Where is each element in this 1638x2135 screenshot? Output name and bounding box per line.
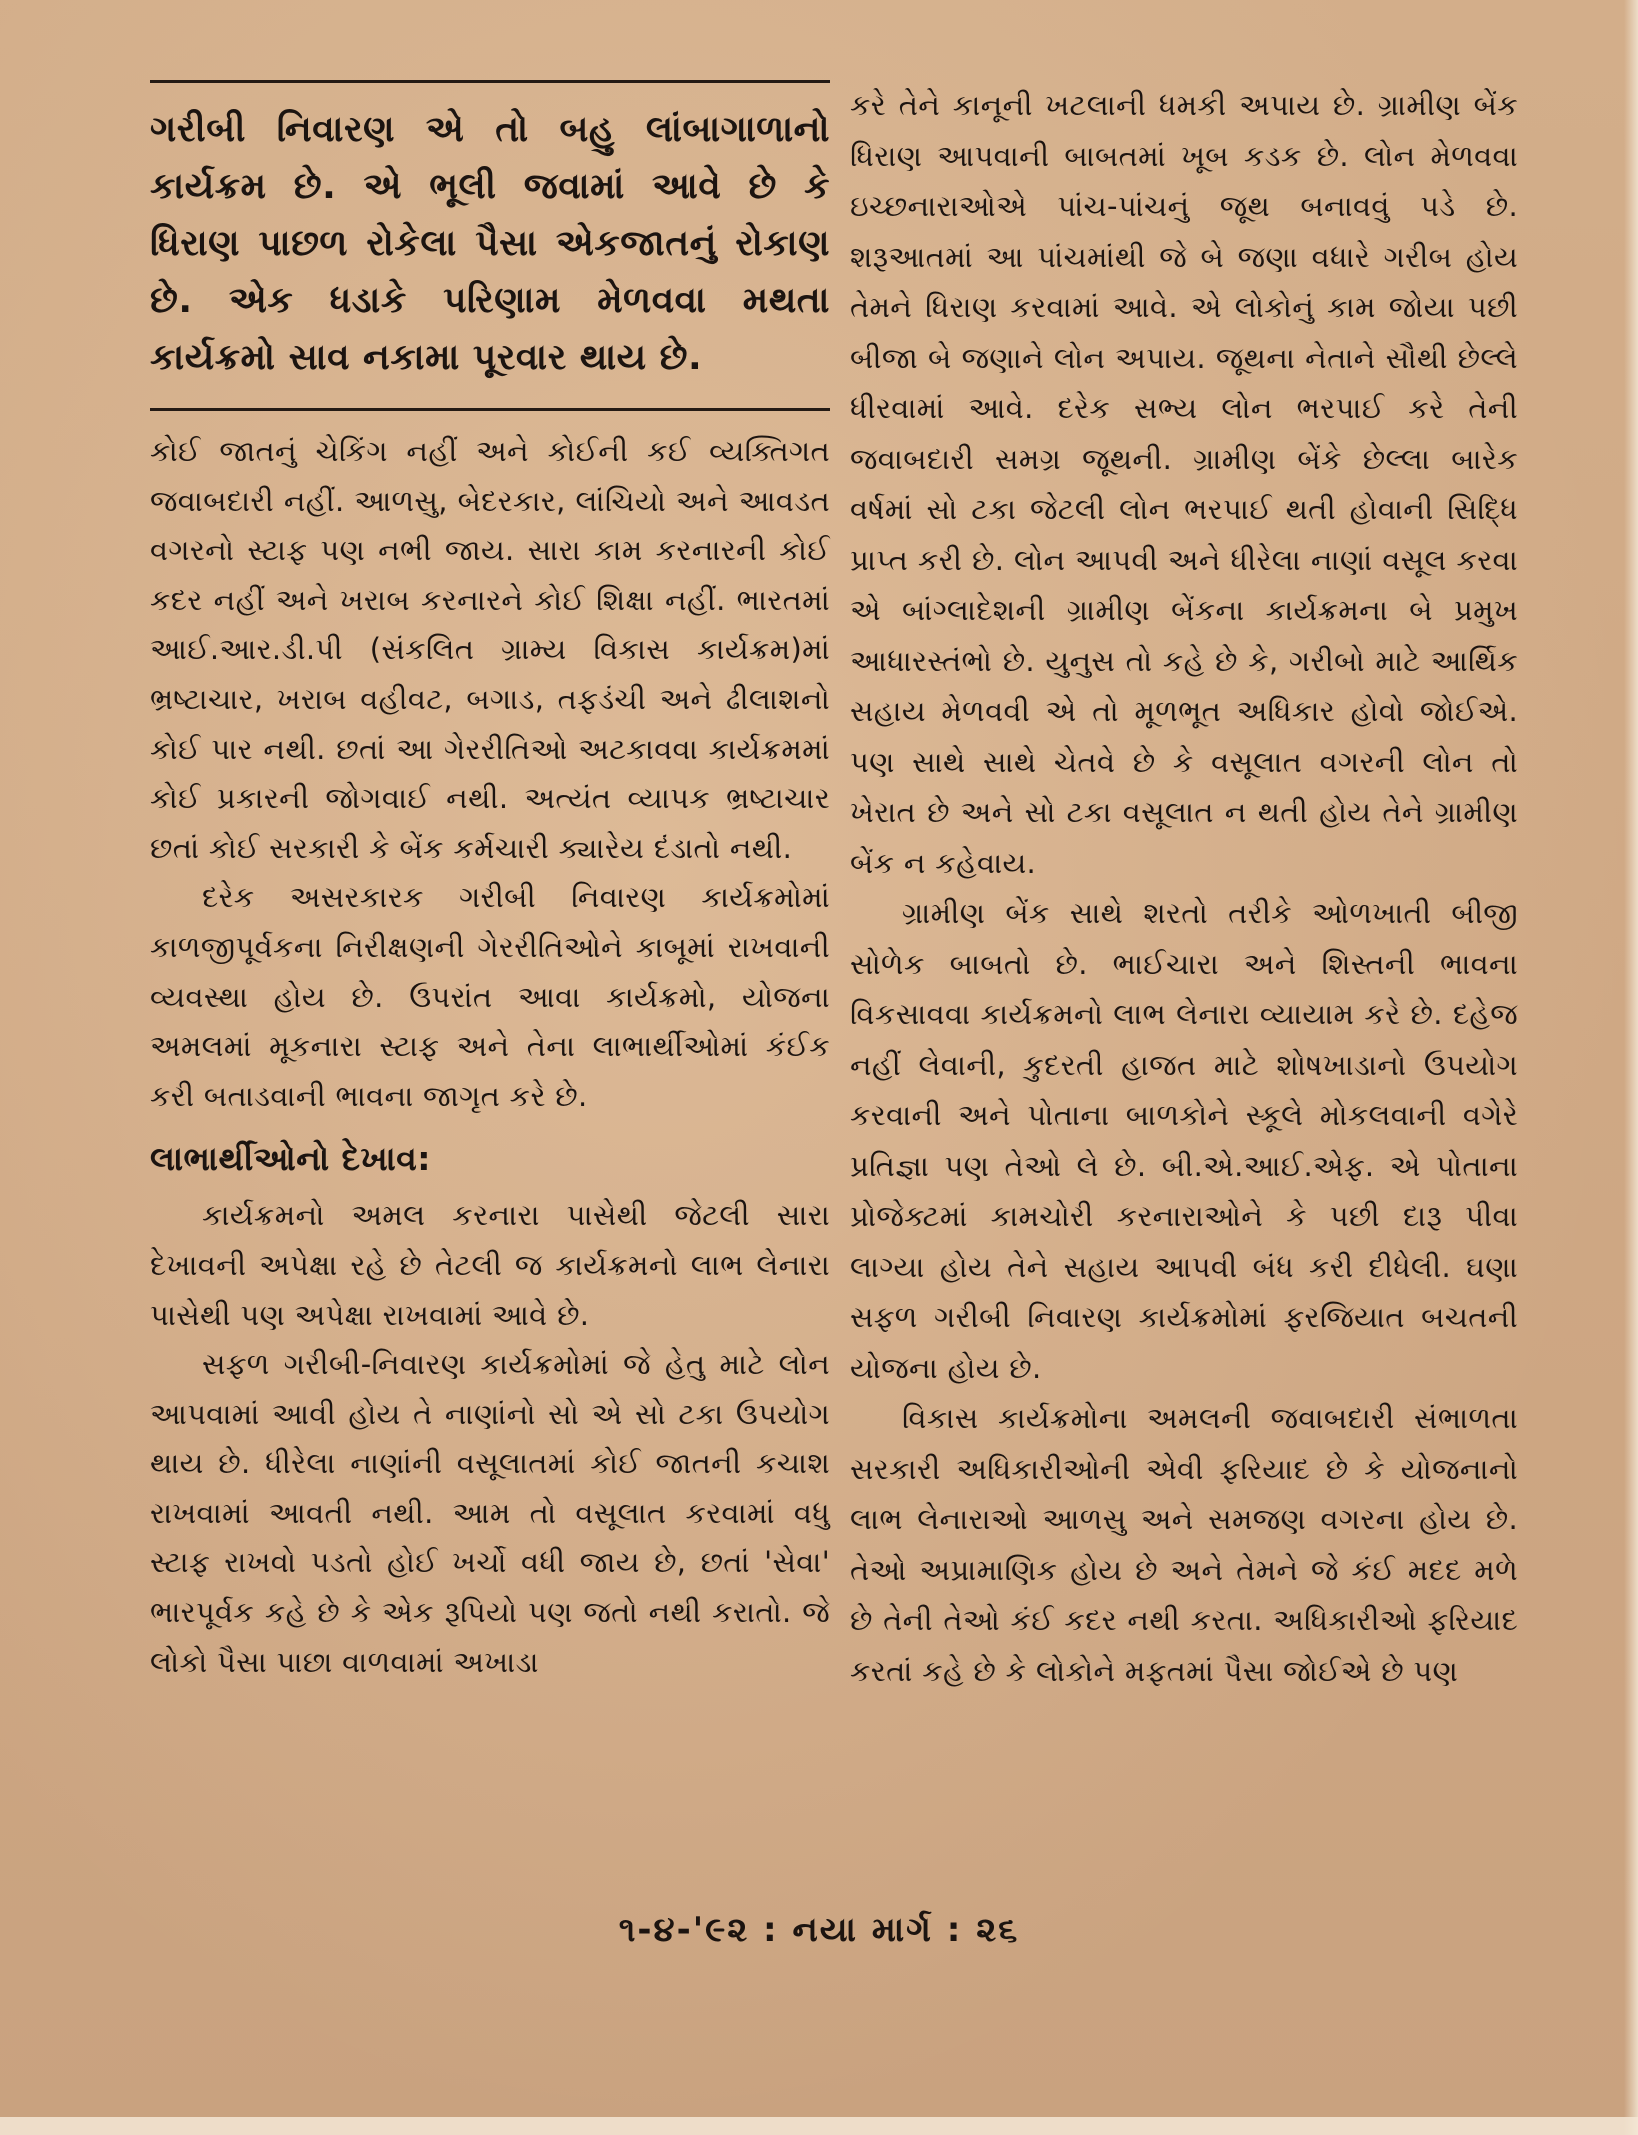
pull-quote: ગરીબી નિવારણ એ તો બહુ લાંબાગાળાનો કાર્યક્રમ છે. એ ભૂલી જવામાં આવે છે કે ધિરાણ પાછળ રોકેલા પૈસા એકજાતનું રોકાણ છે. એક ધડાકે પરિણામ મેળવવા મથતા કાર્યક્રમો સાવ નકામા પૂરવાર થાય છે. xyxy=(150,109,830,378)
paragraph-2: દરેક અસરકારક ગરીબી નિવારણ કાર્યક્રમોમાં કાળજીપૂર્વકના નિરીક્ષણની ગેરરીતિઓને કાબૂમાં રાખવાની વ્યવસ્થા હોય છે. ઉપરાંત આવા કાર્યક્રમો, યોજના અમલમાં મૂકનારા સ્ટાફ અને તેના લાભાર્થીઓમાં કંઈક કરી બતાડવાની ભાવના જાગૃત કરે છે. xyxy=(150,880,830,1113)
paragraph-1: કોઈ જાતનું ચેકિંગ નહીં અને કોઈની કઈ વ્યક્તિગત જવાબદારી નહીં. આળસુ, બેદરકાર, લાંચિયો અને આવડત વગરનો સ્ટાફ પણ નભી જાય. સારા કામ કરનારની કોઈ કદર નહીં અને ખરાબ કરનારને કોઈ શિક્ષા નહીં. ભારતમાં આઈ.આર.ડી.પી (સંકલિત ગ્રામ્ય વિકાસ કાર્યક્રમ)માં ભ્રષ્ટાચાર, ખરાબ વહીવટ, બગાડ, તફડંચી અને ઢીલાશનો કોઈ પાર નથી. છતાં આ ગેરરીતિઓ અટકાવવા કાર્યક્રમમાં કોઈ પ્રકારની જોગવાઈ નથી. અત્યંત વ્યાપક ભ્રષ્ટાચાર છતાં કોઈ સરકારી કે બેંક કર્મચારી ક્યારેય દંડાતો નથી. xyxy=(150,434,830,865)
paragraph-5: કરે તેને કાનૂની ખટલાની ધમકી અપાય છે. ગ્રામીણ બેંક ધિરાણ આપવાની બાબતમાં ખૂબ કડક છે. લોન મેળવવા ઇચ્છનારાઓએ પાંચ-પાંચનું જૂથ બનાવવું પડે છે. શરૂઆતમાં આ પાંચમાંથી જે બે જણા વધારે ગરીબ હોય તેમને ધિરાણ કરવામાં આવે. એ લોકોનું કામ જોયા પછી બીજા બે જણાને લોન અપાય. જૂથના નેતાને સૌથી છેલ્લે ધીરવામાં આવે. દરેક સભ્ય લોન ભરપાઈ કરે તેની જવાબદારી સમગ્ર જૂથની. ગ્રામીણ બેંકે છેલ્લા બારેક વર્ષમાં સો ટકા જેટલી લોન ભરપાઈ થતી હોવાની સિદ્ધિ પ્રાપ્ત કરી છે. લોન આપવી અને ધીરેલા નાણાં વસૂલ કરવા એ બાંગ્લાદેશની ગ્રામીણ બેંકના કાર્યક્રમના બે પ્રમુખ આધારસ્તંભો છે. યુનુસ તો કહે છે કે, ગરીબો માટે આર્થિક સહાય મેળવવી એ તો મૂળભૂત અધિકાર હોવો જોઈએ. પણ સાથે સાથે ચેતવે છે કે વસૂલાત વગરની લોન તો ખેરાત છે અને સો ટકા વસૂલાત ન થતી હોય તેને ગ્રામીણ બેંક ન કહેવાય. xyxy=(850,88,1518,880)
section-heading: લાભાર્થીઓનો દેખાવ: xyxy=(150,1139,431,1179)
bottom-rule xyxy=(150,408,830,411)
paragraph-4: સફળ ગરીબી-નિવારણ કાર્યક્રમોમાં જે હેતુ માટે લોન આપવામાં આવી હોય તે નાણાંનો સો એ સો ટકા ઉપયોગ થાય છે. ધીરેલા નાણાંની વસૂલાતમાં કોઈ જાતની કચાશ રાખવામાં આવતી નથી. આમ તો વસૂલાત કરવામાં વધુ સ્ટાફ રાખવો પડતો હોઈ ખર્ચો વધી જાય છે, છતાં 'સેવા' ભારપૂર્વક કહે છે કે એક રૂપિયો પણ જતો નથી કરાતો. જે લોકો પૈસા પાછા વાળવામાં અખાડા xyxy=(150,1347,830,1679)
paragraph-3: કાર્યક્રમનો અમલ કરનારા પાસેથી જેટલી સારા દેખાવની અપેક્ષા રહે છે તેટલી જ કાર્યક્રમનો લાભ લેનારા પાસેથી પણ અપેક્ષા રાખવામાં આવે છે. xyxy=(150,1198,830,1332)
page-edge-right xyxy=(1624,0,1638,2135)
page-footer: ૧-૪-'૯૨ : નયા માર્ગ : ૨૬ xyxy=(618,1910,1020,1950)
page-edge-bottom xyxy=(0,2117,1638,2135)
top-rule xyxy=(150,80,830,83)
paragraph-7: વિકાસ કાર્યક્રમોના અમલની જવાબદારી સંભાળતા સરકારી અધિકારીઓની એવી ફરિયાદ છે કે યોજનાનો લાભ લેનારાઓ આળસુ અને સમજણ વગરના હોય છે. તેઓ અપ્રામાણિક હોય છે અને તેમને જે કંઈ મદદ મળે છે તેની તેઓ કંઈ કદર નથી કરતા. અધિકારીઓ ફરિયાદ કરતાં કહે છે કે લોકોને મફતમાં પૈસા જોઈએ છે પણ xyxy=(850,1401,1518,1688)
left-column xyxy=(150,80,830,1687)
right-column xyxy=(850,80,1518,1696)
paragraph-6: ગ્રામીણ બેંક સાથે શરતો તરીકે ઓળખાતી બીજી સોળેક બાબતો છે. ભાઈચારા અને શિસ્તની ભાવના વિકસાવવા કાર્યક્રમનો લાભ લેનારા વ્યાયામ કરે છે. દહેજ નહીં લેવાની, કુદરતી હાજત માટે શોષખાડાનો ઉપયોગ કરવાની અને પોતાના બાળકોને સ્કૂલે મોકલવાની વગેરે પ્રતિજ્ઞા પણ તેઓ લે છે. બી.એ.આઈ.એફ. એ પોતાના પ્રોજેક્ટમાં કામચોરી કરનારાઓને કે પછી દારૂ પીવા લાગ્યા હોય તેને સહાય આપવી બંધ કરી દીધેલી. ઘણા સફળ ગરીબી નિવારણ કાર્યક્રમોમાં ફરજિયાત બચતની યોજના હોય છે. xyxy=(850,896,1518,1385)
